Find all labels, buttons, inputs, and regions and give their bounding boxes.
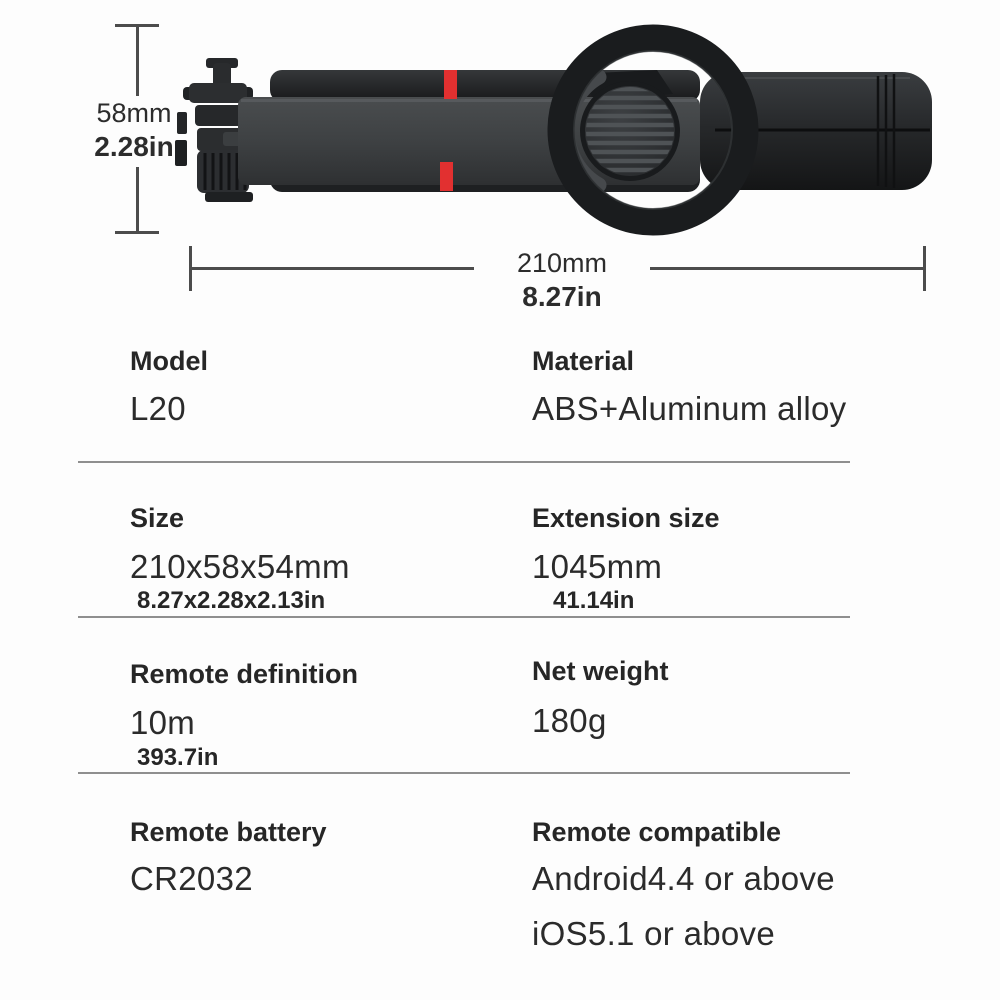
spec-value-model: L20	[130, 390, 186, 427]
spec-label-extension-size: Extension size	[532, 503, 720, 533]
spec-label-remote-definition: Remote definition	[130, 659, 358, 689]
length-dim-line-right	[650, 267, 925, 270]
height-dim-cap-bottom	[115, 231, 159, 234]
spec-label-material: Material	[532, 346, 635, 376]
spec-label-remote-compatible: Remote compatible	[532, 817, 782, 847]
folded-mount-knob	[580, 81, 680, 181]
height-dimension-label	[78, 97, 190, 163]
spec-value-extension-size: 1045mm	[532, 548, 663, 585]
spec-label-net-weight: Net weight	[532, 656, 669, 686]
red-accent-bottom	[440, 162, 453, 191]
height-dim-line-upper	[136, 26, 139, 96]
spec-value-remote-battery: CR2032	[130, 860, 253, 897]
spec-subvalue-size: 8.27x2.28x2.13in	[137, 587, 326, 614]
red-accent-top	[444, 70, 457, 99]
height-label-metric: 58mm	[96, 98, 172, 128]
spec-value-remote-compatible-1: Android4.4 or above	[532, 860, 835, 897]
length-label-metric: 210mm	[516, 248, 608, 278]
row-divider-2	[78, 616, 850, 618]
spec-value-remote-definition: 10m	[130, 704, 196, 741]
selfie-stick-product-photo	[175, 20, 945, 250]
spec-value-net-weight: 180g	[532, 702, 607, 739]
spec-value-material: ABS+Aluminum alloy	[532, 390, 847, 427]
length-dim-line-left	[191, 267, 474, 270]
spec-subvalue-extension-size: 41.14in	[553, 587, 635, 614]
row-divider-3	[78, 772, 850, 774]
spec-label-size: Size	[130, 503, 185, 533]
spec-value-remote-compatible-2: iOS5.1 or above	[532, 915, 775, 952]
height-dim-line-lower	[136, 167, 139, 232]
length-dim-tick-right	[923, 246, 926, 291]
height-label-imperial: 2.28in	[94, 130, 174, 162]
length-dimension-label	[472, 247, 652, 313]
spec-label-model: Model	[130, 346, 208, 376]
length-label-imperial: 8.27in	[522, 280, 602, 312]
row-divider-1	[78, 461, 850, 463]
spec-value-size: 210x58x54mm	[130, 548, 350, 585]
spec-subvalue-remote-definition: 393.7in	[137, 744, 219, 771]
spec-label-remote-battery: Remote battery	[130, 817, 327, 847]
